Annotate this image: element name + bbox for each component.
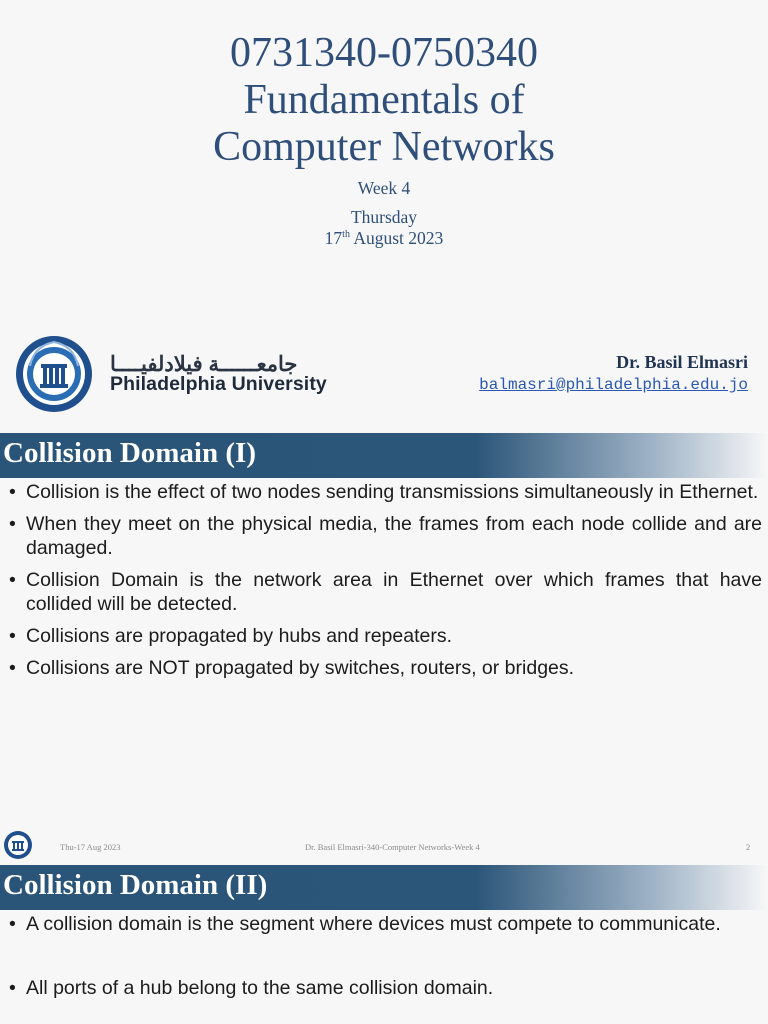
content-slide-collision-domain-2 <box>0 865 768 1024</box>
author-name: Dr. Basil Elmasri <box>616 352 748 372</box>
day-label: Thursday <box>350 207 418 227</box>
bullet-dot: • <box>9 913 16 935</box>
philadelphia-university-seal-icon <box>14 326 96 422</box>
date-day: 17 <box>324 228 343 248</box>
bullet-text: Collisions are propagated by hubs and repeaters. <box>26 625 453 647</box>
slide-title: Collision Domain (I) <box>3 437 256 469</box>
university-name-arabic: جامعــــــة فيلادلفيــــا <box>110 353 298 376</box>
bullet-text: Collision Domain is the network area in Ethernet over which frames that have collided will be detected. <box>26 569 762 615</box>
university-name-english: Philadelphia University <box>110 373 327 395</box>
date-rest: August 2023 <box>349 228 444 248</box>
course-title <box>0 30 768 171</box>
content-slide-collision-domain-1 <box>0 433 768 865</box>
bullet-item <box>0 912 768 936</box>
footer-title: Dr. Basil Elmasri-340-Computer Networks-Week 4 <box>305 842 480 852</box>
bullet-dot: • <box>9 977 16 999</box>
bullet-dot: • <box>9 625 16 647</box>
bullet-list <box>0 480 768 688</box>
bullet-item <box>0 568 768 616</box>
bullet-text: Collisions are NOT propagated by switches, routers, or bridges. <box>26 657 575 679</box>
philadelphia-university-seal-icon <box>3 830 33 860</box>
bullet-item <box>0 480 768 504</box>
course-code: 0731340-0750340 <box>230 30 538 76</box>
author-email-link[interactable]: balmasri@philadelphia.edu.jo <box>479 376 748 394</box>
footer-date: Thu-17 Aug 2023 <box>60 842 121 852</box>
bullet-item <box>0 976 768 1000</box>
date-label <box>0 228 768 249</box>
date-suffix: th <box>342 229 350 241</box>
course-name-line1: Fundamentals of <box>243 77 525 123</box>
title-slide <box>0 0 768 433</box>
slide-title: Collision Domain (II) <box>3 869 268 901</box>
course-name-line2: Computer Networks <box>213 124 555 170</box>
bullet-item <box>0 624 768 648</box>
bullet-list <box>0 912 768 1008</box>
bullet-item <box>0 512 768 560</box>
bullet-dot: • <box>9 569 16 591</box>
slide-footer <box>0 830 768 858</box>
bullet-text: Collision is the effect of two nodes sending transmissions simultaneously in Ethernet. <box>26 481 759 503</box>
footer-page-number: 2 <box>746 842 751 852</box>
bullet-text: A collision domain is the segment where devices must compete to communicate. <box>26 913 721 935</box>
bullet-dot: • <box>9 481 16 503</box>
bullet-item <box>0 656 768 680</box>
bullet-text: All ports of a hub belong to the same collision domain. <box>26 977 494 999</box>
bullet-dot: • <box>9 513 16 535</box>
bullet-text: When they meet on the physical media, the frames from each node collide and are damaged. <box>26 513 762 559</box>
week-label: Week 4 <box>357 178 411 198</box>
bullet-spacer <box>0 944 768 968</box>
bullet-dot: • <box>9 657 16 679</box>
